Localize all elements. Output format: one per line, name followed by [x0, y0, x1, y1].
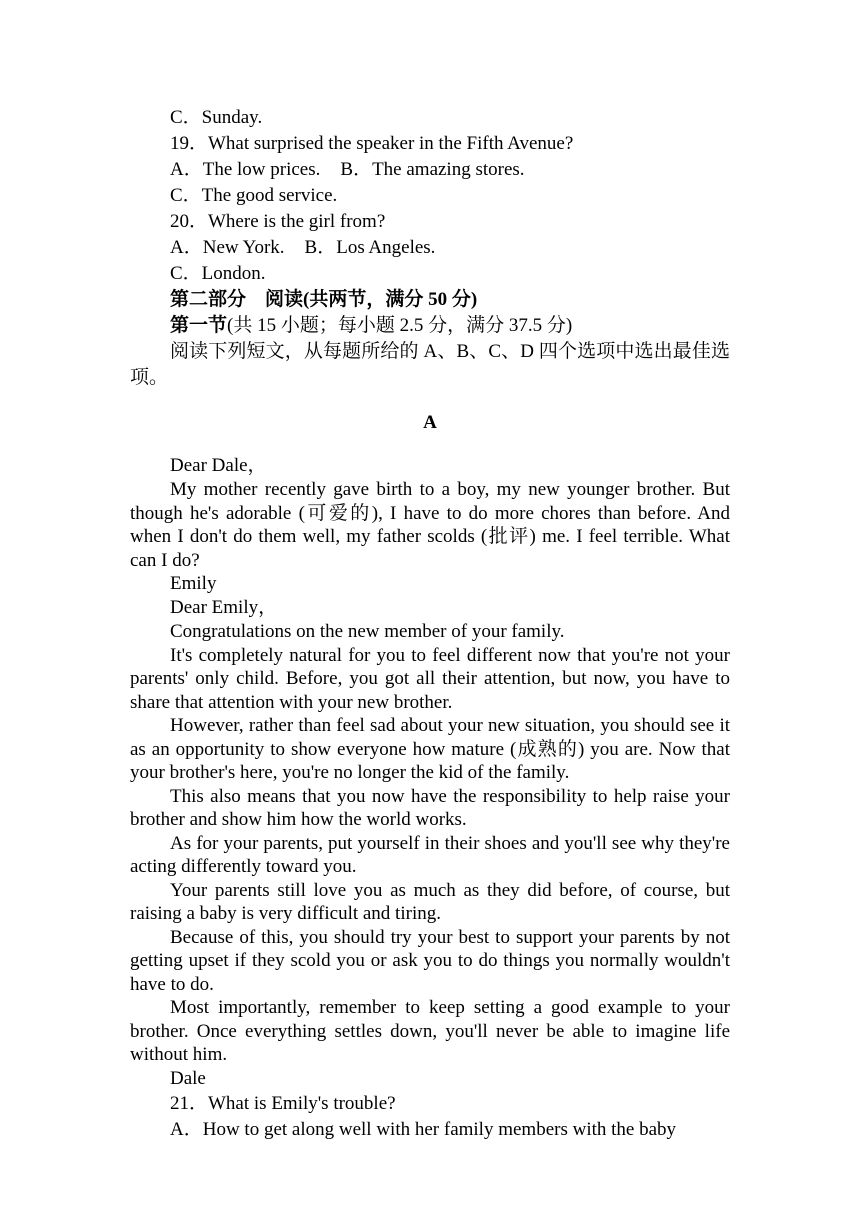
q19-option-b: B．The amazing stores.: [340, 159, 525, 180]
question-20: 20．Where is the girl from?: [170, 211, 386, 232]
letter2-signature: Dale: [170, 1067, 206, 1089]
q19-option-a: A．The low prices.: [170, 159, 321, 180]
q19-options-ab: [130, 157, 730, 183]
letter2-paragraph: It's completely natural for you to feel different now that you're not your parents' only child. Before, you got all their attention, but now, you have to share that attention with your new brother.: [130, 644, 730, 713]
letter2-paragraph: As for your parents, put yourself in their shoes and you'll see why they're acting differently toward you.: [130, 832, 730, 877]
passage-label: A: [423, 412, 437, 433]
letter1-body: My mother recently gave birth to a boy, my new younger brother. But though he's adorable (可爱的), I have to do more chores than before. And when I don't do them well, my father scolds (批评) me. I feel terrible. What can I do?: [130, 479, 730, 571]
letter2-paragraph: Congratulations on the new member of your family.: [170, 621, 565, 642]
letter2-paragraph: This also means that you now have the responsibility to help raise your brother and show him how the world works.: [130, 785, 730, 830]
letter2-paragraph: Most importantly, remember to keep setting a good example to your brother. Once everything settles down, you'll never be able to imagine life without him.: [130, 997, 730, 1065]
q21-option-a: A．How to get along well with her family members with the baby: [170, 1118, 677, 1140]
q20-option-a: A．New York.: [170, 237, 285, 258]
q18-option-c: C．Sunday.: [170, 107, 263, 128]
q19-option-c: C．The good service.: [170, 185, 338, 206]
document-content: [130, 105, 730, 1143]
letter1-greeting: Dear Dale，: [170, 455, 267, 476]
question-21: 21．What is Emily's trouble?: [170, 1092, 396, 1114]
part-two-heading: 第二部分 阅读(共两节，满分 50 分): [170, 289, 478, 310]
letter2-paragraph: Because of this, you should try your best to support your parents by not getting upset if they scold you or ask you to do things you normally wouldn't have to do.: [130, 926, 730, 995]
q20-option-b: B．Los Angeles.: [304, 237, 436, 258]
letter1-signature: Emily: [170, 573, 217, 594]
q20-options-ab: [130, 235, 730, 261]
section-one-heading: [130, 313, 730, 339]
letter2-paragraph: Your parents still love you as much as they did before, of course, but raising a baby is very difficult and tiring.: [130, 879, 730, 924]
section-one-detail: (共 15 小题；每小题 2.5 分，满分 37.5 分): [227, 315, 573, 336]
letter2-greeting: Dear Emily，: [170, 597, 278, 618]
reading-instructions: 阅读下列短文，从每题所给的 A、B、C、D 四个选项中选出最佳选项。: [130, 341, 730, 388]
question-19: 19．What surprised the speaker in the Fifth Avenue?: [170, 133, 574, 154]
section-one-label: 第一节: [170, 315, 228, 336]
q20-option-c: C．London.: [170, 263, 266, 284]
letter2-paragraph: However, rather than feel sad about your new situation, you should see it as an opportunity to show everyone how mature (成熟的) you are. Now that your brother's here, you're no longer the kid of the family.: [130, 715, 730, 783]
